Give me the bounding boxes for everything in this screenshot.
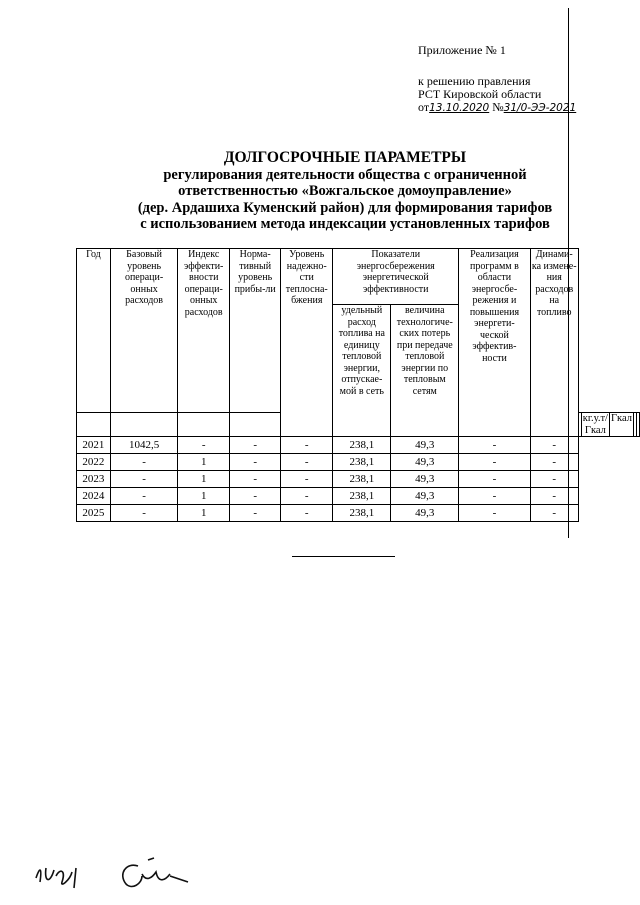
cell-programs: - [459, 454, 530, 471]
unit-fuel: кг.у.т/Гкал [582, 413, 608, 436]
cell-index: 1 [178, 488, 230, 505]
date-value: 13.10.2020 [429, 102, 490, 114]
cell-base: - [110, 454, 178, 471]
header-reliability: Уровень надежно-сти теплосна-бжения [281, 249, 333, 437]
table-row [77, 454, 640, 471]
parameters-table [76, 248, 640, 522]
cell-profit: - [230, 437, 281, 454]
cell-losses: 49,3 [391, 505, 459, 522]
cell-base: - [110, 471, 178, 488]
header-fuel-consumption: удельный расход топлива на единицу тепловой энергии, отпускае-мой в сеть [333, 305, 391, 437]
table-row [77, 505, 640, 522]
closing-rule [292, 556, 395, 557]
cell-programs: - [459, 471, 530, 488]
cell-losses: 49,3 [391, 471, 459, 488]
cell-base: - [110, 505, 178, 522]
cell-programs: - [459, 437, 530, 454]
cell-losses: 49,3 [391, 454, 459, 471]
cell-dynamics: - [530, 471, 578, 488]
table-body [77, 437, 640, 522]
cell-programs: - [459, 488, 530, 505]
cell-reliability: - [281, 471, 333, 488]
unit-profit-cell [230, 413, 281, 437]
heading-line-4: (дер. Ардашиха Куменский район) для формирования тарифов [137, 199, 553, 216]
table-row [77, 488, 640, 505]
cell-profit: - [230, 454, 281, 471]
cell-fuel: 238,1 [333, 454, 391, 471]
header-fuel-dynamics: Динами-ка измене-ния расходов на топливо [530, 249, 578, 437]
cell-fuel: 238,1 [333, 488, 391, 505]
appendix-org-line: РСТ Кировской области [418, 87, 542, 101]
number-value: 31/0-ЭЭ-2021 [503, 102, 577, 114]
cell-index: 1 [178, 471, 230, 488]
cell-fuel: 238,1 [333, 505, 391, 522]
number-prefix: № [492, 100, 504, 114]
cell-losses: 49,3 [391, 437, 459, 454]
header-base-costs: Базовый уровень операци-онных расходов [110, 249, 178, 413]
cell-profit: - [230, 488, 281, 505]
unit-base-cell [110, 413, 178, 437]
cell-profit: - [230, 471, 281, 488]
cell-dynamics: - [530, 488, 578, 505]
heading-line-3: ответственностью «Вожгальское домоуправление» [178, 183, 512, 199]
header-efficiency-index: Индекс эффекти-вности операци-онных расходов [178, 249, 230, 413]
table-row [77, 437, 640, 454]
appendix-decision-line: к решению правления [418, 74, 531, 88]
unit-dynamics [637, 413, 640, 437]
cell-year: 2022 [77, 454, 111, 471]
heading-line-5: с использованием метода индексации установленных тарифов [140, 216, 550, 232]
cell-year: 2025 [77, 505, 111, 522]
header-energy-group: Показатели энергосбережения энергетической эффективности [333, 249, 459, 305]
header-programs: Реализация программ в области энергосбе-режения и повышения энергети-ческой эффектив-ности [459, 249, 530, 437]
handwritten-signature [30, 838, 210, 898]
cell-dynamics: - [530, 437, 578, 454]
cell-year: 2024 [77, 488, 111, 505]
cell-programs: - [459, 505, 530, 522]
cell-fuel: 238,1 [333, 437, 391, 454]
cell-reliability: - [281, 505, 333, 522]
cell-reliability: - [281, 488, 333, 505]
header-profit-level: Норма-тивный уровень прибы-ли [230, 249, 281, 413]
appendix-title: Приложение № 1 [418, 43, 506, 57]
unit-index-cell [178, 413, 230, 437]
unit-losses: Гкал [609, 413, 633, 437]
header-heat-losses: величина технологиче-ских потерь при передаче тепловой энергии по тепловым сетям [391, 305, 459, 437]
cell-profit: - [230, 505, 281, 522]
appendix-block [418, 44, 576, 115]
cell-reliability: - [281, 454, 333, 471]
cell-index: 1 [178, 454, 230, 471]
header-year: Год [77, 249, 111, 413]
appendix-date-line [418, 101, 576, 115]
cell-dynamics: - [530, 505, 578, 522]
cell-losses: 49,3 [391, 488, 459, 505]
cell-year: 2021 [77, 437, 111, 454]
cell-reliability: - [281, 437, 333, 454]
cell-index: 1 [178, 505, 230, 522]
heading-line-1: ДОЛГОСРОЧНЫЕ ПАРАМЕТРЫ [223, 149, 467, 166]
date-prefix: от [418, 100, 430, 114]
cell-index: - [178, 437, 230, 454]
table-row [77, 471, 640, 488]
cell-base: - [110, 488, 178, 505]
document-heading [60, 150, 630, 233]
cell-base: 1042,5 [110, 437, 178, 454]
heading-line-2: регулирования деятельности общества с ограниченной [163, 166, 527, 183]
cell-fuel: 238,1 [333, 471, 391, 488]
cell-dynamics: - [530, 454, 578, 471]
cell-year: 2023 [77, 471, 111, 488]
unit-year-cell [77, 413, 111, 437]
